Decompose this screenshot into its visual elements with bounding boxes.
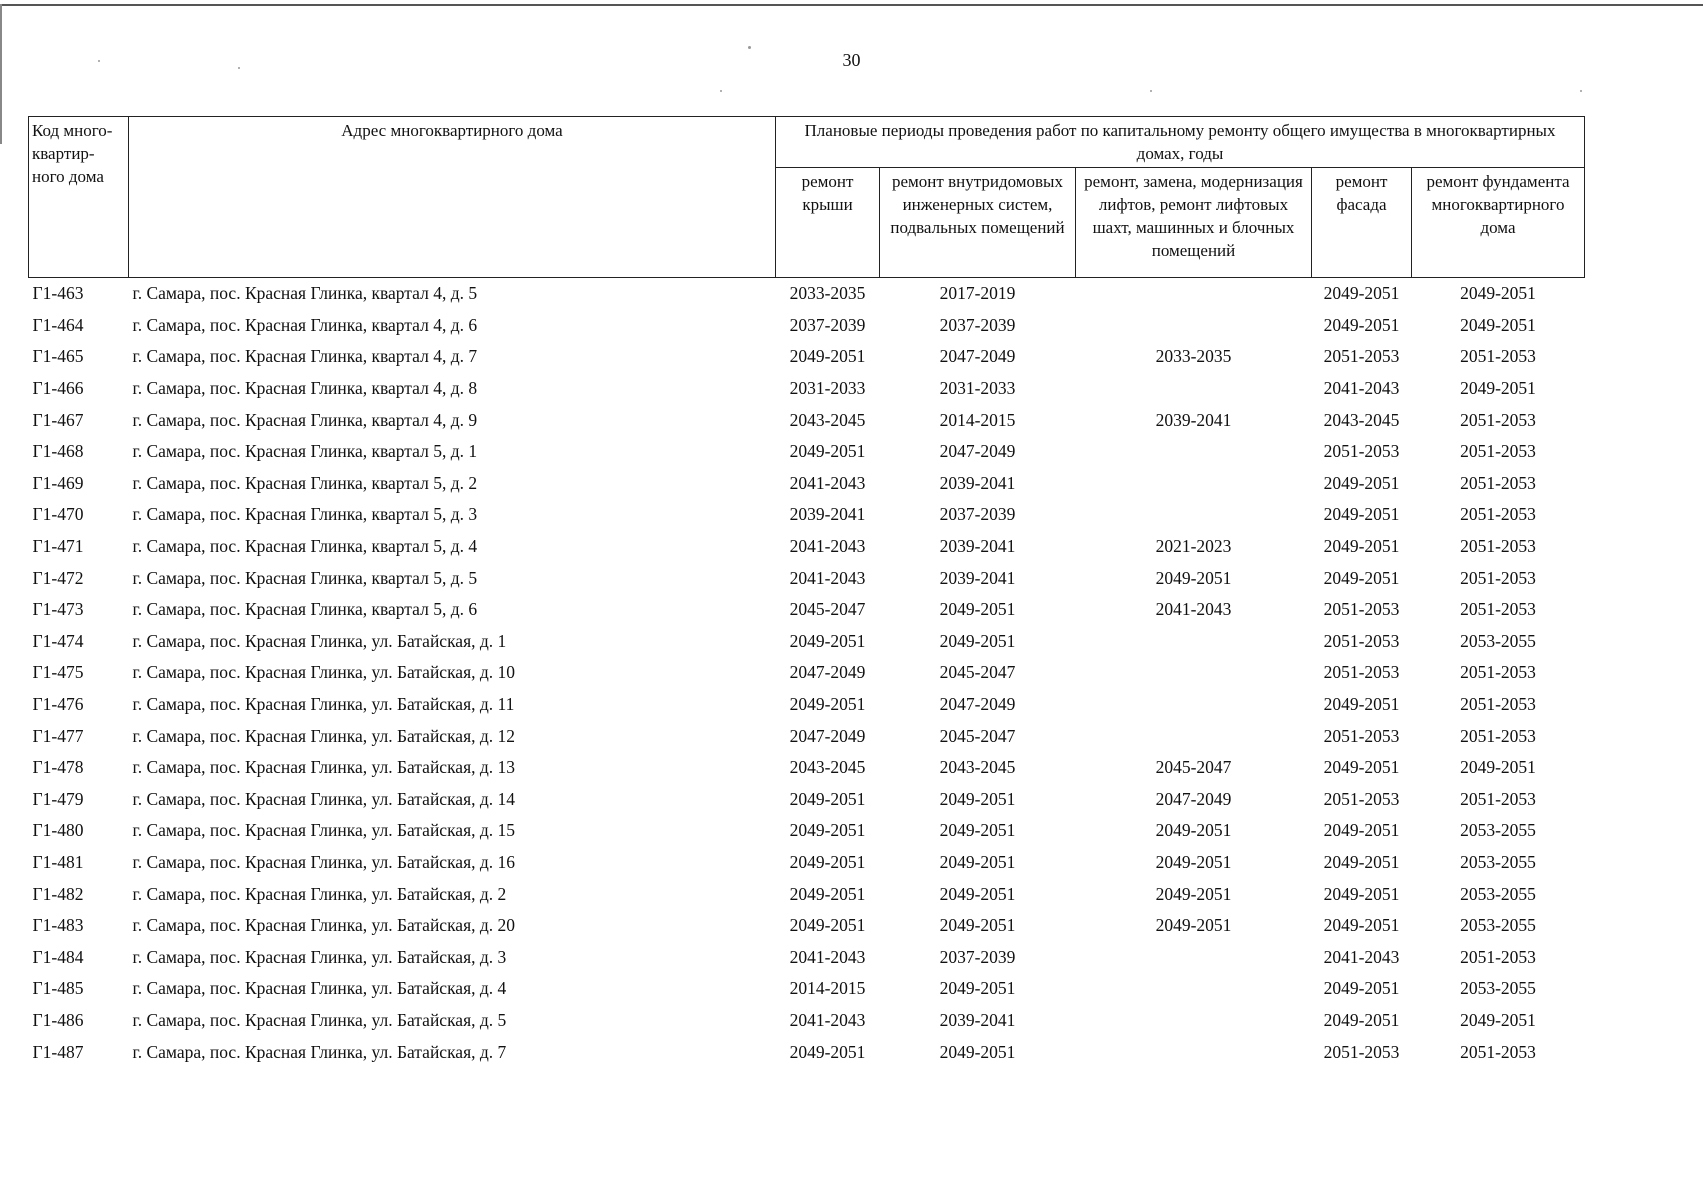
row-address: г. Самара, пос. Красная Глинка, квартал 4, д. 5 bbox=[132, 283, 478, 304]
row-foundation: 2053-2055 bbox=[1460, 883, 1536, 904]
row-roof: 2039-2041 bbox=[789, 504, 866, 525]
row-code: Г1-470 bbox=[32, 504, 84, 525]
table-row bbox=[29, 910, 1585, 942]
row-roof: 2041-2043 bbox=[789, 536, 866, 557]
row-code: Г1-478 bbox=[32, 757, 84, 778]
header-lifts: ремонт, замена, модернизация лифтов, ремонт лифтовых шахт, машинных и блочных помещений bbox=[1076, 168, 1312, 278]
row-address: г. Самара, пос. Красная Глинка, ул. Батайская, д. 11 bbox=[132, 694, 515, 715]
row-roof: 2014-2015 bbox=[789, 978, 866, 999]
row-facade: 2051-2053 bbox=[1323, 441, 1400, 462]
row-address: г. Самара, пос. Красная Глинка, ул. Батайская, д. 12 bbox=[132, 725, 516, 746]
row-systems: 2017-2019 bbox=[939, 283, 1016, 304]
row-systems: 2049-2051 bbox=[939, 788, 1016, 809]
table-row bbox=[29, 815, 1585, 847]
row-foundation: 2051-2053 bbox=[1460, 599, 1536, 620]
row-address: г. Самара, пос. Красная Глинка, ул. Батайская, д. 10 bbox=[132, 662, 516, 683]
row-systems: 2031-2033 bbox=[939, 378, 1016, 399]
row-facade: 2051-2053 bbox=[1323, 725, 1400, 746]
row-lifts bbox=[1076, 657, 1312, 689]
table-row bbox=[29, 657, 1585, 689]
row-lifts bbox=[1076, 310, 1312, 342]
row-systems: 2045-2047 bbox=[939, 725, 1016, 746]
table-row bbox=[29, 626, 1585, 658]
row-roof: 2041-2043 bbox=[789, 1009, 866, 1030]
table-row bbox=[29, 973, 1585, 1005]
row-foundation: 2051-2053 bbox=[1460, 662, 1536, 683]
row-roof: 2049-2051 bbox=[789, 1041, 866, 1062]
row-address: г. Самара, пос. Красная Глинка, квартал 4, д. 7 bbox=[132, 346, 478, 367]
table-row bbox=[29, 278, 1585, 310]
table-row bbox=[29, 752, 1585, 784]
table-row bbox=[29, 468, 1585, 500]
row-code: Г1-467 bbox=[32, 409, 84, 430]
table-row bbox=[29, 878, 1585, 910]
row-facade: 2049-2051 bbox=[1323, 978, 1400, 999]
table-row bbox=[29, 310, 1585, 342]
row-lifts bbox=[1076, 468, 1312, 500]
row-facade: 2049-2051 bbox=[1323, 757, 1400, 778]
header-code: Код много-квартир-ного дома bbox=[29, 117, 129, 278]
row-systems: 2049-2051 bbox=[939, 599, 1016, 620]
row-roof: 2033-2035 bbox=[789, 283, 866, 304]
row-lifts: 2047-2049 bbox=[1155, 788, 1232, 809]
row-code: Г1-484 bbox=[32, 946, 84, 967]
row-facade: 2049-2051 bbox=[1323, 851, 1400, 872]
row-foundation: 2051-2053 bbox=[1460, 946, 1536, 967]
row-lifts: 2049-2051 bbox=[1155, 820, 1232, 841]
table-row bbox=[29, 1036, 1585, 1068]
table-row bbox=[29, 373, 1585, 405]
row-roof: 2049-2051 bbox=[789, 694, 866, 715]
row-facade: 2049-2051 bbox=[1323, 567, 1400, 588]
row-address: г. Самара, пос. Красная Глинка, ул. Батайская, д. 20 bbox=[132, 915, 516, 936]
table-row bbox=[29, 689, 1585, 721]
scan-speck bbox=[748, 46, 751, 49]
table-row bbox=[29, 594, 1585, 626]
table-row bbox=[29, 499, 1585, 531]
row-foundation: 2053-2055 bbox=[1460, 820, 1536, 841]
row-systems: 2043-2045 bbox=[939, 757, 1016, 778]
row-facade: 2041-2043 bbox=[1323, 378, 1400, 399]
row-systems: 2047-2049 bbox=[939, 441, 1016, 462]
row-address: г. Самара, пос. Красная Глинка, квартал 4, д. 8 bbox=[132, 378, 478, 399]
row-roof: 2049-2051 bbox=[789, 915, 866, 936]
row-foundation: 2051-2053 bbox=[1460, 409, 1536, 430]
row-foundation: 2053-2055 bbox=[1460, 978, 1536, 999]
row-foundation: 2051-2053 bbox=[1460, 472, 1536, 493]
row-address: г. Самара, пос. Красная Глинка, ул. Батайская, д. 1 bbox=[132, 630, 507, 651]
row-facade: 2049-2051 bbox=[1323, 883, 1400, 904]
row-code: Г1-468 bbox=[32, 441, 84, 462]
row-systems: 2045-2047 bbox=[939, 662, 1016, 683]
table-row bbox=[29, 784, 1585, 816]
table-row bbox=[29, 341, 1585, 373]
row-code: Г1-474 bbox=[32, 630, 84, 651]
header-foundation: ремонт фундамента многоквартирного дома bbox=[1412, 168, 1585, 278]
table-row bbox=[29, 847, 1585, 879]
row-roof: 2049-2051 bbox=[789, 820, 866, 841]
row-foundation: 2053-2055 bbox=[1460, 915, 1536, 936]
row-systems: 2049-2051 bbox=[939, 915, 1016, 936]
row-address: г. Самара, пос. Красная Глинка, ул. Батайская, д. 4 bbox=[132, 978, 507, 999]
row-systems: 2049-2051 bbox=[939, 883, 1016, 904]
row-facade: 2051-2053 bbox=[1323, 1041, 1400, 1062]
row-roof: 2047-2049 bbox=[789, 662, 866, 683]
row-systems: 2049-2051 bbox=[939, 978, 1016, 999]
row-systems: 2047-2049 bbox=[939, 346, 1016, 367]
row-foundation: 2049-2051 bbox=[1460, 314, 1536, 335]
row-lifts: 2021-2023 bbox=[1155, 536, 1232, 557]
row-code: Г1-464 bbox=[32, 314, 84, 335]
row-facade: 2051-2053 bbox=[1323, 788, 1400, 809]
row-code: Г1-472 bbox=[32, 567, 84, 588]
row-roof: 2049-2051 bbox=[789, 851, 866, 872]
row-foundation: 2051-2053 bbox=[1460, 346, 1536, 367]
table-row bbox=[29, 720, 1585, 752]
row-code: Г1-469 bbox=[32, 472, 84, 493]
row-address: г. Самара, пос. Красная Глинка, ул. Батайская, д. 2 bbox=[132, 883, 507, 904]
row-roof: 2041-2043 bbox=[789, 567, 866, 588]
row-lifts bbox=[1076, 436, 1312, 468]
row-systems: 2049-2051 bbox=[939, 820, 1016, 841]
row-roof: 2049-2051 bbox=[789, 441, 866, 462]
row-lifts bbox=[1076, 973, 1312, 1005]
row-facade: 2049-2051 bbox=[1323, 283, 1400, 304]
row-foundation: 2049-2051 bbox=[1460, 378, 1536, 399]
row-systems: 2047-2049 bbox=[939, 694, 1016, 715]
table-body bbox=[29, 278, 1585, 1068]
row-systems: 2014-2015 bbox=[939, 409, 1016, 430]
row-address: г. Самара, пос. Красная Глинка, ул. Батайская, д. 5 bbox=[132, 1009, 507, 1030]
header-address: Адрес многоквартирного дома bbox=[129, 117, 776, 278]
row-roof: 2037-2039 bbox=[789, 314, 866, 335]
scan-speck bbox=[1580, 90, 1582, 92]
row-address: г. Самара, пос. Красная Глинка, квартал 5, д. 4 bbox=[132, 536, 478, 557]
row-code: Г1-482 bbox=[32, 883, 84, 904]
row-roof: 2043-2045 bbox=[789, 409, 866, 430]
scan-speck bbox=[238, 67, 240, 69]
row-code: Г1-466 bbox=[32, 378, 84, 399]
header-facade: ремонт фасада bbox=[1312, 168, 1412, 278]
row-lifts: 2045-2047 bbox=[1155, 757, 1232, 778]
row-code: Г1-485 bbox=[32, 978, 84, 999]
repair-schedule-table bbox=[28, 116, 1585, 1068]
row-lifts bbox=[1076, 373, 1312, 405]
row-address: г. Самара, пос. Красная Глинка, квартал 4, д. 6 bbox=[132, 314, 478, 335]
row-address: г. Самара, пос. Красная Глинка, квартал 5, д. 5 bbox=[132, 567, 478, 588]
row-facade: 2051-2053 bbox=[1323, 346, 1400, 367]
row-foundation: 2051-2053 bbox=[1460, 567, 1536, 588]
row-address: г. Самара, пос. Красная Глинка, квартал 5, д. 3 bbox=[132, 504, 478, 525]
row-lifts: 2041-2043 bbox=[1155, 599, 1232, 620]
row-code: Г1-463 bbox=[32, 283, 84, 304]
row-facade: 2049-2051 bbox=[1323, 314, 1400, 335]
row-address: г. Самара, пос. Красная Глинка, квартал 4, д. 9 bbox=[132, 409, 478, 430]
scan-speck bbox=[1150, 90, 1152, 92]
left-border-line bbox=[0, 4, 2, 144]
row-roof: 2043-2045 bbox=[789, 757, 866, 778]
row-foundation: 2049-2051 bbox=[1460, 1009, 1536, 1030]
row-roof: 2049-2051 bbox=[789, 630, 866, 651]
table-row bbox=[29, 941, 1585, 973]
row-roof: 2045-2047 bbox=[789, 599, 866, 620]
header-systems: ремонт внутридомовых инженерных систем, подвальных помещений bbox=[880, 168, 1076, 278]
table-row bbox=[29, 1005, 1585, 1037]
scan-speck bbox=[720, 90, 722, 92]
row-code: Г1-473 bbox=[32, 599, 84, 620]
table-row bbox=[29, 404, 1585, 436]
row-roof: 2049-2051 bbox=[789, 883, 866, 904]
row-lifts bbox=[1076, 1005, 1312, 1037]
row-foundation: 2051-2053 bbox=[1460, 504, 1536, 525]
row-roof: 2047-2049 bbox=[789, 725, 866, 746]
row-systems: 2039-2041 bbox=[939, 567, 1016, 588]
row-foundation: 2051-2053 bbox=[1460, 694, 1536, 715]
row-systems: 2037-2039 bbox=[939, 504, 1016, 525]
row-systems: 2037-2039 bbox=[939, 946, 1016, 967]
row-code: Г1-465 bbox=[32, 346, 84, 367]
row-address: г. Самара, пос. Красная Глинка, квартал 5, д. 1 bbox=[132, 441, 478, 462]
table-row bbox=[29, 562, 1585, 594]
header-roof: ремонт крыши bbox=[776, 168, 880, 278]
row-facade: 2051-2053 bbox=[1323, 662, 1400, 683]
row-address: г. Самара, пос. Красная Глинка, квартал 5, д. 2 bbox=[132, 472, 478, 493]
row-facade: 2049-2051 bbox=[1323, 536, 1400, 557]
row-address: г. Самара, пос. Красная Глинка, ул. Батайская, д. 13 bbox=[132, 757, 516, 778]
row-address: г. Самара, пос. Красная Глинка, ул. Батайская, д. 7 bbox=[132, 1041, 507, 1062]
row-foundation: 2051-2053 bbox=[1460, 788, 1536, 809]
row-foundation: 2051-2053 bbox=[1460, 441, 1536, 462]
row-facade: 2049-2051 bbox=[1323, 915, 1400, 936]
row-facade: 2049-2051 bbox=[1323, 472, 1400, 493]
row-foundation: 2049-2051 bbox=[1460, 757, 1536, 778]
header-planned-periods: Плановые периоды проведения работ по капитальному ремонту общего имущества в многоквартирных домах, годы bbox=[776, 117, 1585, 168]
row-code: Г1-475 bbox=[32, 662, 84, 683]
row-facade: 2049-2051 bbox=[1323, 820, 1400, 841]
row-facade: 2049-2051 bbox=[1323, 694, 1400, 715]
row-lifts bbox=[1076, 720, 1312, 752]
row-lifts: 2049-2051 bbox=[1155, 567, 1232, 588]
row-roof: 2031-2033 bbox=[789, 378, 866, 399]
row-roof: 2049-2051 bbox=[789, 346, 866, 367]
row-systems: 2039-2041 bbox=[939, 472, 1016, 493]
row-address: г. Самара, пос. Красная Глинка, ул. Батайская, д. 3 bbox=[132, 946, 507, 967]
row-facade: 2051-2053 bbox=[1323, 630, 1400, 651]
row-address: г. Самара, пос. Красная Глинка, ул. Батайская, д. 14 bbox=[132, 788, 516, 809]
row-systems: 2037-2039 bbox=[939, 314, 1016, 335]
row-lifts: 2049-2051 bbox=[1155, 851, 1232, 872]
row-facade: 2043-2045 bbox=[1323, 409, 1400, 430]
row-foundation: 2051-2053 bbox=[1460, 725, 1536, 746]
row-lifts: 2049-2051 bbox=[1155, 915, 1232, 936]
row-systems: 2039-2041 bbox=[939, 1009, 1016, 1030]
row-lifts: 2039-2041 bbox=[1155, 409, 1232, 430]
row-foundation: 2053-2055 bbox=[1460, 630, 1536, 651]
row-roof: 2041-2043 bbox=[789, 472, 866, 493]
row-address: г. Самара, пос. Красная Глинка, ул. Батайская, д. 16 bbox=[132, 851, 516, 872]
table-row bbox=[29, 531, 1585, 563]
row-code: Г1-487 bbox=[32, 1041, 84, 1062]
top-border-line bbox=[0, 4, 1703, 6]
row-lifts bbox=[1076, 689, 1312, 721]
row-foundation: 2051-2053 bbox=[1460, 536, 1536, 557]
row-code: Г1-471 bbox=[32, 536, 84, 557]
row-foundation: 2053-2055 bbox=[1460, 851, 1536, 872]
row-foundation: 2051-2053 bbox=[1460, 1041, 1536, 1062]
row-facade: 2041-2043 bbox=[1323, 946, 1400, 967]
row-code: Г1-480 bbox=[32, 820, 84, 841]
row-address: г. Самара, пос. Красная Глинка, ул. Батайская, д. 15 bbox=[132, 820, 516, 841]
row-code: Г1-483 bbox=[32, 915, 84, 936]
row-facade: 2049-2051 bbox=[1323, 1009, 1400, 1030]
row-code: Г1-481 bbox=[32, 851, 84, 872]
row-lifts bbox=[1076, 1036, 1312, 1068]
row-code: Г1-477 bbox=[32, 725, 84, 746]
row-systems: 2049-2051 bbox=[939, 1041, 1016, 1062]
row-systems: 2049-2051 bbox=[939, 851, 1016, 872]
row-facade: 2049-2051 bbox=[1323, 504, 1400, 525]
row-systems: 2049-2051 bbox=[939, 630, 1016, 651]
row-code: Г1-486 bbox=[32, 1009, 84, 1030]
row-facade: 2051-2053 bbox=[1323, 599, 1400, 620]
row-code: Г1-479 bbox=[32, 788, 84, 809]
row-code: Г1-476 bbox=[32, 694, 84, 715]
table-row bbox=[29, 436, 1585, 468]
row-address: г. Самара, пос. Красная Глинка, квартал 5, д. 6 bbox=[132, 599, 478, 620]
row-foundation: 2049-2051 bbox=[1460, 283, 1536, 304]
row-lifts: 2049-2051 bbox=[1155, 883, 1232, 904]
row-lifts bbox=[1076, 278, 1312, 310]
row-lifts bbox=[1076, 941, 1312, 973]
row-lifts: 2033-2035 bbox=[1155, 346, 1232, 367]
page-number: 30 bbox=[842, 50, 861, 70]
row-systems: 2039-2041 bbox=[939, 536, 1016, 557]
row-lifts bbox=[1076, 499, 1312, 531]
row-lifts bbox=[1076, 626, 1312, 658]
scan-speck bbox=[98, 60, 100, 62]
row-roof: 2041-2043 bbox=[789, 946, 866, 967]
row-roof: 2049-2051 bbox=[789, 788, 866, 809]
